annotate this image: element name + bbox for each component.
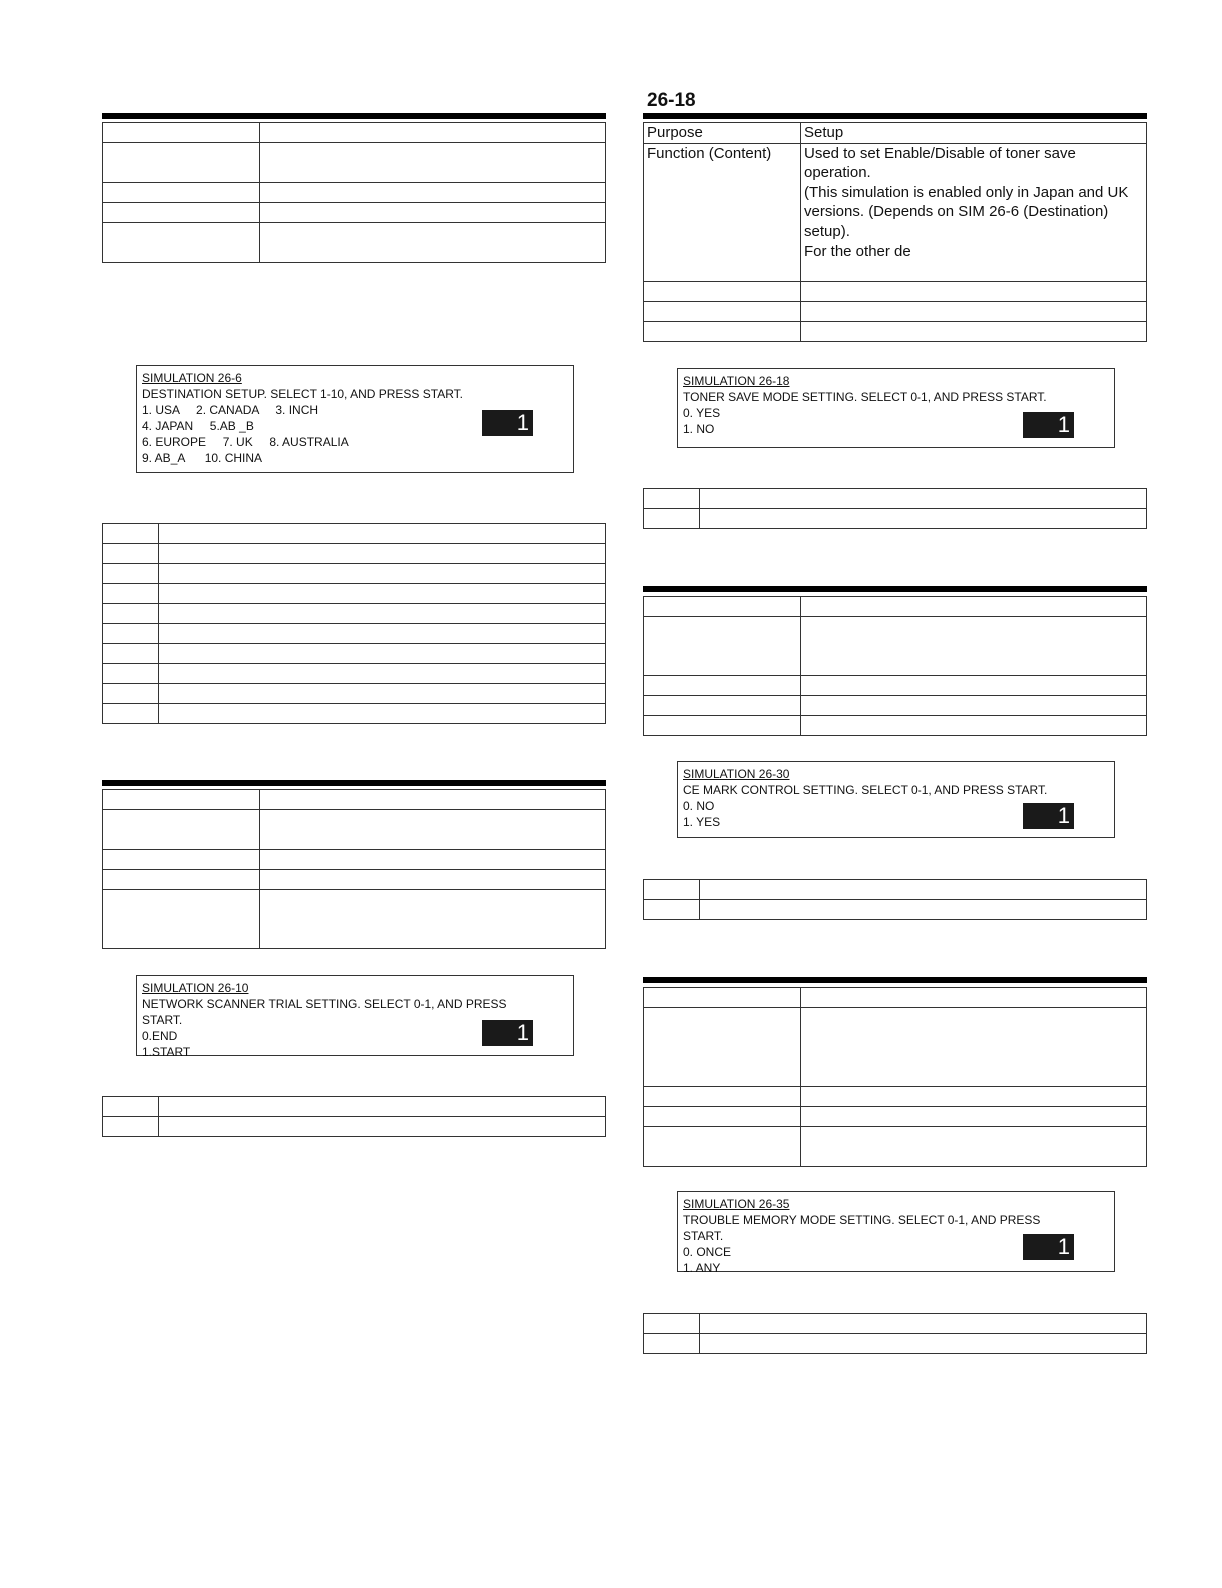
lcd-line: 1.START: [142, 1045, 191, 1059]
lcd-title: SIMULATION 26-6: [142, 371, 242, 385]
cell: [159, 564, 606, 584]
lcd-title: SIMULATION 26-18: [683, 374, 790, 388]
cell: [801, 988, 1147, 1008]
cell: [801, 1008, 1147, 1087]
cell: [260, 790, 606, 810]
cell: [801, 1087, 1147, 1107]
cell: [159, 544, 606, 564]
cell: [260, 870, 606, 890]
purpose-value: Setup: [801, 123, 1147, 144]
cell: [260, 203, 606, 223]
lcd-line: 0.END: [142, 1029, 178, 1043]
function-label: Function (Content): [644, 143, 801, 281]
lcd-line: TONER SAVE MODE SETTING. SELECT 0-1, AND PRESS START.: [683, 390, 1047, 404]
cell: [260, 123, 606, 143]
function-line: versions. (Depends on SIM 26-6 (Destination): [804, 203, 1109, 221]
lcd-line: 6. EUROPE 7. UK 8. AUSTRALIA: [142, 435, 349, 449]
lcd-line: 0. YES: [683, 406, 721, 420]
cell: [103, 790, 260, 810]
cell: [644, 1334, 700, 1354]
cell: [644, 1107, 801, 1127]
cell: [260, 183, 606, 203]
lcd-line: 1. NO: [683, 422, 715, 436]
spec-table-26-18: [643, 122, 1147, 342]
destination-code-table: [102, 523, 606, 724]
cell: [103, 810, 260, 850]
cell: [159, 1097, 606, 1117]
cell: [644, 509, 700, 529]
lcd-line: 9. AB_A 10. CHINA: [142, 451, 263, 465]
lcd-line: 4. JAPAN 5.AB _B: [142, 419, 254, 433]
section-title-26-18: 26-18: [647, 90, 696, 111]
cell: [644, 880, 700, 900]
cell: [103, 604, 159, 624]
setting-table-26-18: [643, 488, 1147, 529]
cell: [700, 880, 1147, 900]
cell: [103, 644, 159, 664]
lcd-value-26-10: 1: [482, 1020, 533, 1046]
section-rule-26-6: [102, 113, 606, 119]
cell: [700, 900, 1147, 920]
cell: [103, 890, 260, 949]
cell: [260, 890, 606, 949]
cell: [159, 684, 606, 704]
cell: [644, 1314, 700, 1334]
lcd-line: 1. USA 2. CANADA 3. INCH: [142, 403, 319, 417]
section-rule-26-18: [643, 113, 1147, 119]
cell: [644, 716, 801, 736]
lcd-value-26-35: 1: [1023, 1234, 1074, 1260]
cell: [801, 1127, 1147, 1167]
lcd-line: 1. YES: [683, 815, 721, 829]
cell: [700, 1314, 1147, 1334]
cell: [103, 704, 159, 724]
cell: [103, 223, 260, 263]
cell: [159, 644, 606, 664]
lcd-title: SIMULATION 26-35: [683, 1197, 790, 1211]
lcd-value-26-6: 1: [482, 410, 533, 436]
section-rule-26-10: [102, 780, 606, 786]
setting-table-26-35: [643, 1313, 1147, 1354]
lcd-title: SIMULATION 26-30: [683, 767, 790, 781]
cell: [103, 1117, 159, 1137]
cell: [801, 301, 1147, 321]
cell: [801, 716, 1147, 736]
lcd-line: CE MARK CONTROL SETTING. SELECT 0-1, AND PRESS START.: [683, 783, 1048, 797]
cell: [644, 617, 801, 676]
cell: [700, 1334, 1147, 1354]
cell: [700, 509, 1147, 529]
cell: [159, 664, 606, 684]
function-line: For the other de: [804, 242, 911, 260]
cell: [103, 1097, 159, 1117]
cell: [159, 584, 606, 604]
cell: [801, 617, 1147, 676]
cell: [644, 489, 700, 509]
cell: [801, 321, 1147, 341]
function-line: (This simulation is enabled only in Japan and UK: [804, 183, 1129, 201]
cell: [103, 664, 159, 684]
cell: [159, 1117, 606, 1137]
cell: [103, 183, 260, 203]
cell: [103, 564, 159, 584]
cell: [260, 850, 606, 870]
lcd-value-26-18: 1: [1023, 412, 1074, 438]
function-line: Used to set Enable/Disable of toner save: [804, 144, 1076, 162]
cell: [159, 524, 606, 544]
lcd-line: DESTINATION SETUP. SELECT 1-10, AND PRESS START.: [142, 387, 463, 401]
cell: [801, 696, 1147, 716]
cell: [801, 281, 1147, 301]
purpose-label: Purpose: [644, 123, 801, 144]
cell: [103, 624, 159, 644]
cell: [103, 584, 159, 604]
cell: [103, 524, 159, 544]
cell: [644, 696, 801, 716]
cell: [644, 301, 801, 321]
cell: [644, 676, 801, 696]
spec-table-26-35: [643, 987, 1147, 1167]
cell: [700, 489, 1147, 509]
setting-table-26-10: [102, 1096, 606, 1137]
cell: [644, 988, 801, 1008]
cell: [103, 203, 260, 223]
cell: [644, 281, 801, 301]
lcd-line: 1. ANY: [683, 1261, 721, 1275]
cell: [260, 810, 606, 850]
spec-table-26-6: [102, 122, 606, 263]
cell: [103, 684, 159, 704]
cell: [260, 143, 606, 183]
cell: [801, 597, 1147, 617]
lcd-line: NETWORK SCANNER TRIAL SETTING. SELECT 0-1, AND PRESS: [142, 997, 507, 1011]
lcd-value-26-30: 1: [1023, 803, 1074, 829]
spec-table-26-30: [643, 596, 1147, 736]
cell: [159, 624, 606, 644]
lcd-line: START.: [683, 1229, 724, 1243]
cell: [103, 850, 260, 870]
setting-table-26-30: [643, 879, 1147, 920]
function-line: setup).: [804, 222, 850, 240]
cell: [644, 1127, 801, 1167]
section-rule-26-35: [643, 977, 1147, 983]
lcd-line: TROUBLE MEMORY MODE SETTING. SELECT 0-1, AND PRESS: [683, 1213, 1041, 1227]
lcd-line: START.: [142, 1013, 183, 1027]
cell: [644, 321, 801, 341]
lcd-line: 0. NO: [683, 799, 715, 813]
cell: [801, 1107, 1147, 1127]
cell: [103, 544, 159, 564]
cell: [159, 704, 606, 724]
cell: [159, 604, 606, 624]
cell: [644, 1087, 801, 1107]
cell: [801, 676, 1147, 696]
cell: [260, 223, 606, 263]
function-line: operation.: [804, 164, 871, 182]
section-rule-26-30: [643, 586, 1147, 592]
lcd-title: SIMULATION 26-10: [142, 981, 249, 995]
function-value: [801, 143, 1147, 281]
spec-table-26-10: [102, 789, 606, 949]
cell: [644, 597, 801, 617]
lcd-line: 0. ONCE: [683, 1245, 732, 1259]
cell: [644, 900, 700, 920]
cell: [103, 870, 260, 890]
cell: [103, 123, 260, 143]
cell: [103, 143, 260, 183]
cell: [644, 1008, 801, 1087]
